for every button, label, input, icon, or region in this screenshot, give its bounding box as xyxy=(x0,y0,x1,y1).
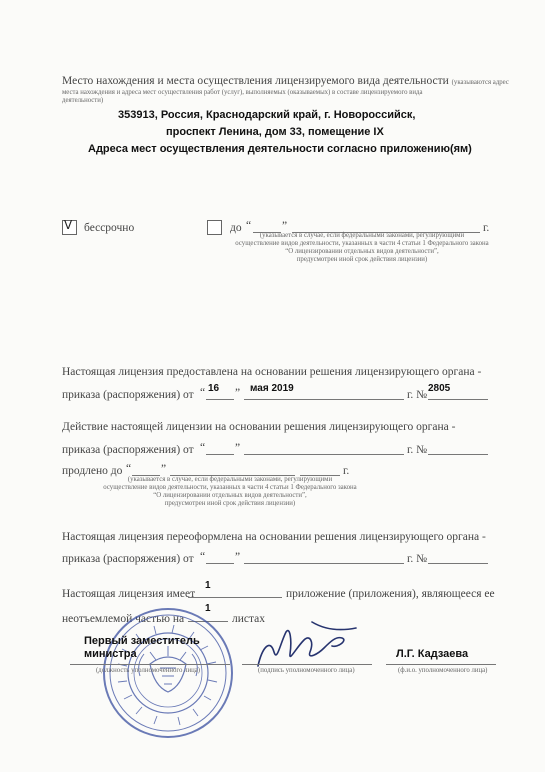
until-quote-close: ” xyxy=(282,220,288,232)
location-note-line2: места нахождения и адреса мест осуществления работ (услуг), выполняемых (оказываемых) в составе лицензируемого вида xyxy=(62,89,423,96)
appendix-label: приложение (приложения), являющееся ее xyxy=(286,588,495,600)
granted-month-year: мая 2019 xyxy=(250,383,294,394)
extended-line1: Действие настоящей лицензии на основании решения лицензирующего органа - xyxy=(62,421,456,433)
until-quote-open: “ xyxy=(246,220,252,232)
unlimited-checkbox[interactable] xyxy=(62,220,77,235)
signer-name: Л.Г. Кадзаева xyxy=(396,648,469,660)
reissued-day-line xyxy=(206,563,234,564)
signature-note: (подпись уполномоченного лица) xyxy=(258,667,355,674)
check-mark-icon: V xyxy=(64,218,73,232)
extended-note: (указывается в случае, если федеральными законами, регулирующими осуществление видов деятельности, указанных в части 4 статьи 1 Федерального закона “О лицензировании отдельных видов деятельности”, предусмотрен иной срок действия лицензии) xyxy=(103,476,357,507)
until-checkbox[interactable] xyxy=(207,220,222,235)
name-note: (ф.и.о. уполномоченного лица) xyxy=(398,667,488,674)
extended-number-line xyxy=(428,454,488,455)
position-line xyxy=(70,664,230,665)
granted-day-line xyxy=(206,399,234,400)
reissued-number-line xyxy=(428,563,488,564)
reissued-year-suffix: г. № xyxy=(407,553,428,565)
extended-year-suffix: г. № xyxy=(407,444,428,456)
appendix-integral-label: неотъемлемой частью на xyxy=(62,613,185,625)
appendix-count-line xyxy=(188,597,282,598)
extended-until-suffix: г. xyxy=(343,465,350,477)
extended-date-line xyxy=(244,454,404,455)
appendix-sheets-label: листах xyxy=(232,613,266,625)
granted-year-suffix: г. № xyxy=(407,389,428,401)
address-line1: 353913, Россия, Краснодарский край, г. Новороссийск, xyxy=(118,109,416,121)
reissued-line1: Настоящая лицензия переоформлена на основании решения лицензирующего органа - xyxy=(62,531,486,543)
position-note: (должность уполномоченного лица) xyxy=(96,667,201,674)
location-note-line3: деятельности) xyxy=(62,97,104,104)
reissued-date-line xyxy=(244,563,404,564)
until-year-suffix: г. xyxy=(483,222,490,234)
signature-line xyxy=(242,664,372,665)
extended-day-line xyxy=(206,454,234,455)
signer-position-line1: Первый заместитель xyxy=(84,635,200,647)
granted-line1: Настоящая лицензия предоставлена на основании решения лицензирующего органа - xyxy=(62,366,482,378)
granted-number: 2805 xyxy=(428,383,451,394)
address-line3: Адреса мест осуществления деятельности согласно приложению(ям) xyxy=(88,143,472,155)
extended-until-label: продлено до xyxy=(62,465,123,477)
extended-order-label: приказа (распоряжения) от xyxy=(62,444,194,456)
granted-day: 16 xyxy=(208,383,220,394)
appendix-has-label: Настоящая лицензия имеет xyxy=(62,588,196,600)
name-line xyxy=(386,664,496,665)
appendix-sheets: 1 xyxy=(205,603,211,614)
location-label: Место нахождения и места осуществления лицензируемого вида деятельности (указываются адрес xyxy=(62,75,509,87)
until-label: до xyxy=(230,222,242,234)
address-line2: проспект Ленина, дом 33, помещение IX xyxy=(166,126,384,138)
granted-date-line xyxy=(244,399,404,400)
appendix-count: 1 xyxy=(205,580,211,591)
granted-order-label: приказа (распоряжения) от xyxy=(62,389,194,401)
unlimited-label: бессрочно xyxy=(84,222,135,234)
term-note: (указывается в случае, если федеральными законами, регулирующими осуществление видов деятельности, указанных в части 4 статьи 1 Федерального закона “О лицензировании отдельных видов деятельности”, предусмотрен иной срок действия лицензии) xyxy=(235,232,489,263)
granted-number-line xyxy=(428,399,488,400)
signer-position-line2: министра xyxy=(84,648,137,660)
reissued-order-label: приказа (распоряжения) от xyxy=(62,553,194,565)
